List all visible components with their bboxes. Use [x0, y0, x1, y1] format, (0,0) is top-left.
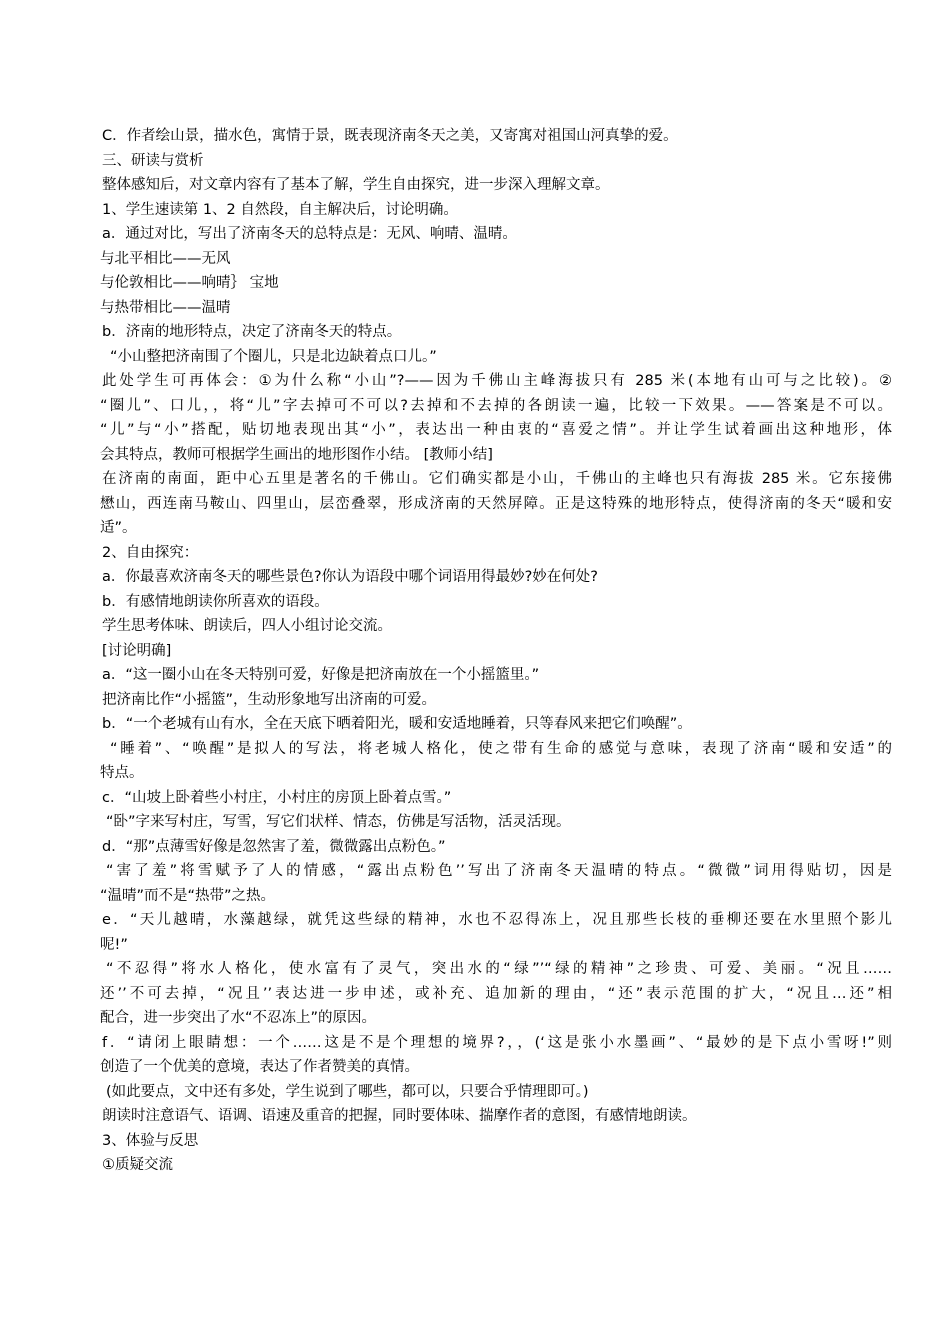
comparison-line: 与热带相比——温晴 [100, 299, 231, 316]
text-line: 此处学生可再体会：①为什么称“小山”?——因为千佛山主峰海拔只有 285 米(本地有山可与之比较)。② [102, 373, 892, 389]
text-line: 配合，进一步突出了水“不忍冻上”的原因。 [100, 1010, 377, 1026]
text-line: “睡着”、“唤醒”是拟人的写法，将老城人格化，使之带有生命的感觉与意味，表现了济南“暖和安适”的 [110, 740, 892, 757]
text-line: C．作者绘山景，描水色，寓情于景，既表现济南冬天之美，又寄寓对祖国山河真挚的爱。 [102, 128, 678, 144]
text-line: “温晴”而不是“热带”之热。 [100, 887, 276, 904]
text-line: f．“请闭上眼睛想：一个……这是不是个理想的境界?，，(‘这是张小水墨画”、“最妙的是下点小雪呀!”则 [102, 1034, 892, 1051]
text-line: (如此要点，文中还有多处，学生说到了哪些，都可以，只要合乎情理即可。) [106, 1083, 589, 1100]
text-line: “害了羞”将雪赋予了人的情感，“露出点粉色’’写出了济南冬天温晴的特点。“微微”词用得贴切，因是 [106, 863, 892, 879]
text-line: b．“一个老城有山有水，全在天底下晒着阳光，暖和安适地睡着，只等春风来把它们唤醒”。 [102, 716, 692, 732]
quote-line: “小山整把济南围了个圈儿，只是北边缺着点口儿。” [110, 348, 437, 365]
text-line: 在济南的南面，距中心五里是著名的千佛山。它们确实都是小山，千佛山的主峰也只有海拔 285 米。它东接佛 [102, 471, 892, 487]
text-line: c．“山坡上卧着些小村庄，小村庄的房顶上卧着点雪。” [102, 789, 452, 806]
text-line: 会其特点，教师可根据学生画出的地形图作小结。 [教师小结] [100, 446, 493, 463]
text-line: 学生思考体味、朗读后，四人小组讨论交流。 [102, 618, 392, 634]
text-line: 懋山，西连南马鞍山、四里山，层峦叠翠，形成济南的天然屏障。正是这特殊的地形特点，使得济南的冬天“暖和安 [100, 495, 892, 512]
text-line: 把济南比作“小摇篮”，生动形象地写出济南的可爱。 [102, 691, 437, 708]
text-line: d．“那”点薄雪好像是忽然害了羞，微微露出点粉色。” [102, 838, 446, 855]
text-line: “卧”字来写村庄，写雪，写它们状样、情态，仿佛是写活物，活灵活现。 [106, 814, 571, 830]
text-line: “圈儿”、口儿，，将“儿”字去掉可不可以?去掉和不去掉的各朗读一遍，比较一下效果。——答案是不可以。 [100, 397, 892, 414]
text-line: 朗读时注意语气、语调、语速及重音的把握，同时要体味、揣摩作者的意图，有感情地朗读。 [102, 1108, 697, 1124]
section-heading: 三、研读与赏析 [102, 152, 204, 169]
text-line: “儿”与“小”搭配，贴切地表现出其“小”，表达出一种由衷的“喜爱之情”。并让学生试着画出这种地形，体 [100, 422, 892, 438]
text-line: a．通过对比，写出了济南冬天的总特点是：无风、响晴、温晴。 [102, 226, 517, 242]
text-line: 整体感知后，对文章内容有了基本了解，学生自由探究，进一步深入理解文章。 [102, 177, 610, 193]
comparison-line: 与北平相比——无风 [100, 250, 231, 267]
text-line: a．“这一圈小山在冬天特别可爱，好像是把济南放在一个小摇篮里。” [102, 667, 540, 683]
text-line: 还’’不可去掉，“况且’’表达进一步申述，或补充、追加新的理由，“还”表示范围的扩大，“况且…还”相 [100, 985, 892, 1002]
comparison-line: 与伦敦相比——响晴｝ 宝地 [100, 275, 279, 291]
text-line: a．你最喜欢济南冬天的哪些景色?你认为语段中哪个词语用得最妙?妙在何处? [102, 569, 598, 585]
text-line: 适”。 [100, 520, 137, 536]
text-line: b．有感情地朗读你所喜欢的语段。 [102, 593, 329, 610]
text-line: ①质疑交流 [102, 1157, 173, 1173]
numbered-item: 1、学生速读第 1、2 自然段，自主解决后，讨论明确。 [102, 201, 458, 218]
numbered-item: 2、自由探究： [102, 544, 199, 561]
text-line: “不忍得”将水人格化，使水富有了灵气，突出水的“绿”’“绿的精神”之珍贵、可爱、美丽。“况且…… [106, 961, 892, 977]
text-line: 呢!” [100, 936, 128, 953]
text-line: e．“天儿越晴，水藻越绿，就凭这些绿的精神，水也不忍得冻上，况且那些长枝的垂柳还要在水里照个影儿 [102, 912, 892, 928]
text-line: b．济南的地形特点，决定了济南冬天的特点。 [102, 324, 402, 340]
text-line: [讨论明确] [102, 642, 172, 659]
numbered-item: 3、体验与反思 [102, 1132, 199, 1149]
text-line: 特点。 [100, 765, 144, 781]
text-line: 创造了一个优美的意境，表达了作者赞美的真情。 [100, 1059, 419, 1075]
document-page [102, 124, 892, 1178]
